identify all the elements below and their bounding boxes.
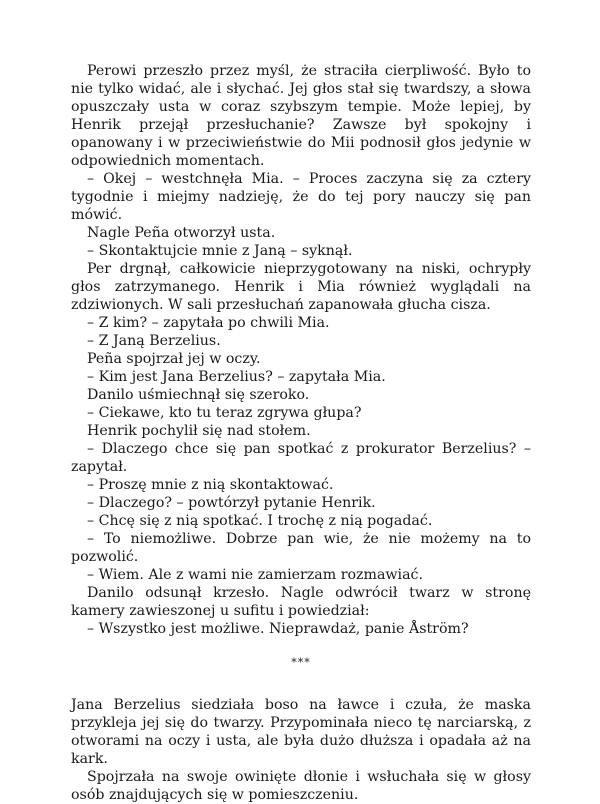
paragraph: – Kim jest Jana Berzelius? – zapytała Mia.: [87, 369, 386, 385]
paragraph: Henrik pochylił się nad stołem.: [87, 423, 311, 439]
paragraph: – Wszystko jest możliwe. Nieprawdaż, panie Åström?: [87, 621, 469, 637]
text-section-2: [71, 696, 531, 804]
paragraph: – Wiem. Ale z wami nie zamierzam rozmawiać.: [87, 567, 424, 583]
paragraph: Spojrzała na swoje owinięte dłonie i wsłuchała się w głosy osób znajdujących się w pomieszczeniu.: [71, 769, 531, 803]
paragraph: – Proszę mnie z nią skontaktować.: [87, 477, 334, 493]
paragraph: – Z Janą Berzelius.: [87, 333, 221, 349]
paragraph: – Skontaktujcie mnie z Janą – syknął.: [87, 243, 353, 259]
book-page: [71, 62, 531, 804]
paragraph: Peña spojrzał jej w oczy.: [87, 351, 261, 367]
scene-separator: ***: [291, 656, 311, 669]
paragraph: Danilo odsunął krzesło. Nagle odwrócił twarz w stronę kamery zawieszonej u sufitu i powiedział:: [71, 585, 531, 619]
paragraph: Per drgnął, całkowicie nieprzygotowany na niski, ochrypły głos zatrzymanego. Henrik i Mia również wyglądali na zdziwionych. W sali przesłuchań zapanowała głucha cisza.: [71, 261, 531, 313]
text-section-1: [71, 62, 531, 638]
paragraph: Jana Berzelius siedziała boso na ławce i czuła, że maska przykleja jej się do twarzy. Przypominała nieco tę narciarską, z otworami na oczy i usta, ale była dużo dłuższa i opadała aż na kark.: [71, 697, 531, 767]
paragraph: Danilo uśmiechnął się szeroko.: [87, 387, 310, 403]
paragraph: Nagle Peña otworzył usta.: [87, 225, 276, 241]
paragraph: Perowi przeszło przez myśl, że straciła cierpliwość. Było to nie tylko widać, ale i słychać. Jej głos stał się twardszy, a słowa opuszczały usta w coraz szybszym tempie. Może lepiej, by Henrik przejął przesłuchanie? Zawsze był spokojny i opanowany i w przeciwieństwie do Mii podnosił głos jedynie w odpowiednich momentach.: [71, 63, 531, 169]
paragraph: – Ciekawe, kto tu teraz zgrywa głupa?: [87, 405, 362, 421]
paragraph: – Dlaczego chce się pan spotkać z prokurator Berzelius? – zapytał.: [71, 441, 531, 475]
paragraph: – Dlaczego? – powtórzył pytanie Henrik.: [87, 495, 376, 511]
paragraph: – To niemożliwe. Dobrze pan wie, że nie możemy na to pozwolić.: [71, 531, 531, 565]
paragraph: – Okej – westchnęła Mia. – Proces zaczyna się za cztery tygodnie i miejmy nadzieję, że do tej pory nauczy się pan mówić.: [71, 171, 531, 223]
paragraph: – Chcę się z nią spotkać. I trochę z nią pogadać.: [87, 513, 433, 529]
paragraph: – Z kim? – zapytała po chwili Mia.: [87, 315, 330, 331]
